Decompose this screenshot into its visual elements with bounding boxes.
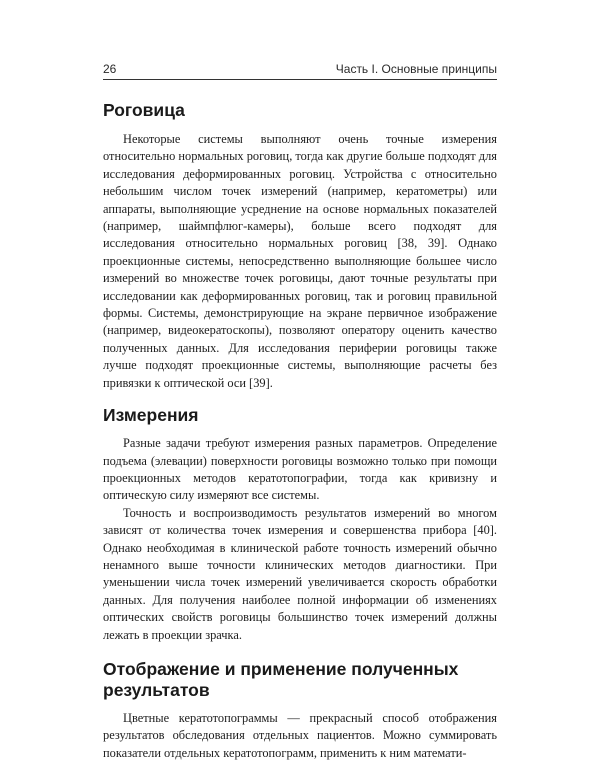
section-heading-measurements: Измерения: [103, 405, 199, 426]
section-heading-cornea: Роговица: [103, 100, 185, 120]
paragraph-measurements-2: Точность и воспроизводимость результатов измерений во многом зависят от количества точек измерения и совершенства прибора [40]. Однако необходимая в клинической работе точность измерений обычно ненамного выше точности клинических методов диагностики. При уменьшении числа точек измерений увеличивается скорость обработки данных. Для получения наиболее полной информации об изменениях оптических свойств роговицы большинство точек измерений должны лежать в проекции зрачка.: [103, 505, 497, 642]
section-heading-display: Отображение и применение полученных результатов: [103, 658, 459, 700]
paragraph-cornea: Некоторые системы выполняют очень точные измерения относительно нормальных роговиц, тогда как другие больше подходят для исследования деформированных роговиц. Устройства с относительно небольшим числом точек измерений (например, кератометры) или аппараты, выполняющие усреднение на основе нормальных показателей (например, шаймпфлюг-камеры), больше всего подходят для исследования относительно нормальных роговиц [38, 39]. Однако проекционные системы, непосредственно выполняющие большее число измерений во множестве точек роговицы, дают точные результаты при исследовании как деформированных роговиц, так и роговиц правильной формы. Системы, демонстрирующие на экране первичное изображение (например, видеокератоскопы), позволяют оператору оценить качество полученных данных. Для исследования периферии роговицы также лучше подходят проекционные системы, выполняющие расчеты без привязки к оптической оси [39].: [103, 132, 497, 390]
book-page: [103, 62, 497, 762]
running-head: [103, 62, 497, 80]
paragraph-measurements-1: Разные задачи требуют измерения разных параметров. Определение подъема (элевации) поверхности роговицы возможно только при помощи проекционных методов кератотопографии, тогда как кривизну и оптическую силу измеряют все системы.: [103, 436, 497, 503]
page-number: 26: [103, 62, 117, 76]
chapter-title: Часть I. Основные принципы: [335, 62, 497, 76]
paragraph-display: Цветные кератотопограммы — прекрасный способ отображения результатов обследования отдельных пациентов. Можно суммировать показатели отдельных кератотопограмм, применить к ним математи-: [103, 710, 497, 760]
